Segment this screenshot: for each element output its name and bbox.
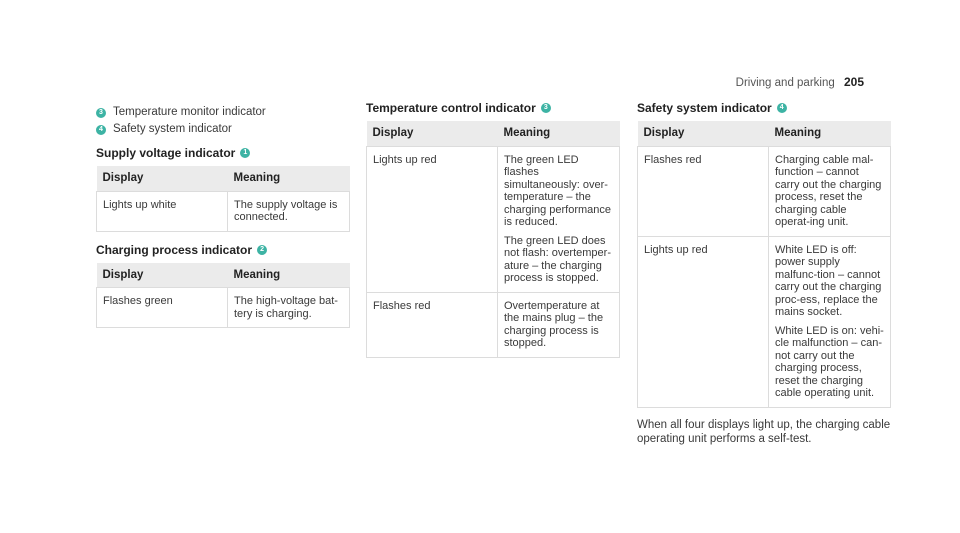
meaning-text: The green LED does not flash: overtemper-ature – the charging process is stopped. (504, 234, 611, 284)
indicator-table (637, 121, 891, 408)
column-header: Display (367, 121, 498, 146)
heading-text: Supply voltage indicator (96, 146, 236, 160)
number-badge-icon: 3 (541, 103, 551, 113)
page-header (736, 75, 864, 89)
section-title-header: Driving and parking (735, 77, 835, 89)
number-badge-icon: 2 (257, 245, 267, 255)
number-badge-icon: 4 (777, 103, 787, 113)
display-cell: Flashes red (367, 292, 498, 357)
number-badge-icon: 4 (96, 125, 106, 135)
table-header-row (367, 121, 620, 146)
footnote-text: When all four displays light up, the charging cable operating unit performs a self-test. (637, 418, 891, 445)
column-header: Meaning (228, 166, 350, 191)
table-row (367, 292, 620, 357)
display-cell: Flashes red (638, 146, 769, 236)
meaning-text: Charging cable mal-function – cannot carry out the charging process, reset the charging cable operat-ing unit. (775, 153, 882, 228)
section-supply (96, 145, 350, 232)
heading-text: Safety system indicator (637, 101, 772, 115)
table-header-row (97, 263, 350, 288)
table-row (638, 236, 891, 407)
legend-text: Temperature monitor indicator (113, 106, 266, 118)
column-2 (366, 100, 620, 358)
indicator-table (366, 121, 620, 358)
display-cell: Lights up white (97, 191, 228, 231)
legend-text: Safety system indicator (113, 123, 232, 135)
display-cell: Lights up red (638, 236, 769, 407)
number-badge-icon: 3 (96, 108, 106, 118)
meaning-text: White LED is off: power supply malfunc-tion – cannot carry out the charging proc-ess, replace the mains socket. (775, 243, 882, 318)
table-row (97, 288, 350, 328)
meaning-text: Overtemperature at the mains plug – the charging process is stopped. (504, 299, 604, 349)
table-header-row (97, 166, 350, 191)
column-header: Display (638, 121, 769, 146)
legend-item-4 (96, 122, 350, 137)
column-header: Display (97, 263, 228, 288)
meaning-text: The high-voltage bat-tery is charging. (234, 295, 338, 320)
meaning-cell (769, 146, 891, 236)
indicator-table (96, 263, 350, 329)
heading-text: Temperature control indicator (366, 101, 536, 115)
page-number: 205 (843, 75, 864, 89)
meaning-text: White LED is on: vehi-cle malfunction – can-not carry out the charging process, reset the charging cable operating unit. (775, 324, 884, 399)
legend-item-3 (96, 105, 350, 120)
meaning-cell (498, 146, 620, 292)
section-heading (637, 100, 891, 116)
table-row (638, 146, 891, 236)
display-cell: Lights up red (367, 146, 498, 292)
section-heading (96, 145, 350, 161)
column-3 (637, 100, 891, 446)
column-header: Meaning (769, 121, 891, 146)
meaning-text: The green LED flashes simultaneously: over-temperature – the charging performance is reduced. (504, 153, 612, 228)
indicator-table (96, 166, 350, 232)
table-row (367, 146, 620, 292)
section-charging (96, 242, 350, 329)
column-header: Display (97, 166, 228, 191)
meaning-cell (228, 288, 350, 328)
table-header-row (638, 121, 891, 146)
display-cell: Flashes green (97, 288, 228, 328)
column-header: Meaning (498, 121, 620, 146)
meaning-cell (498, 292, 620, 357)
heading-text: Charging process indicator (96, 242, 253, 257)
number-badge-icon: 1 (240, 148, 250, 158)
section-heading (366, 100, 620, 116)
column-1 (96, 105, 350, 328)
section-heading (96, 242, 350, 258)
meaning-cell (769, 236, 891, 407)
legend (96, 105, 350, 137)
meaning-text: The supply voltage is connected. (234, 198, 338, 223)
meaning-cell (228, 191, 350, 231)
table-row (97, 191, 350, 231)
column-header: Meaning (228, 263, 350, 288)
